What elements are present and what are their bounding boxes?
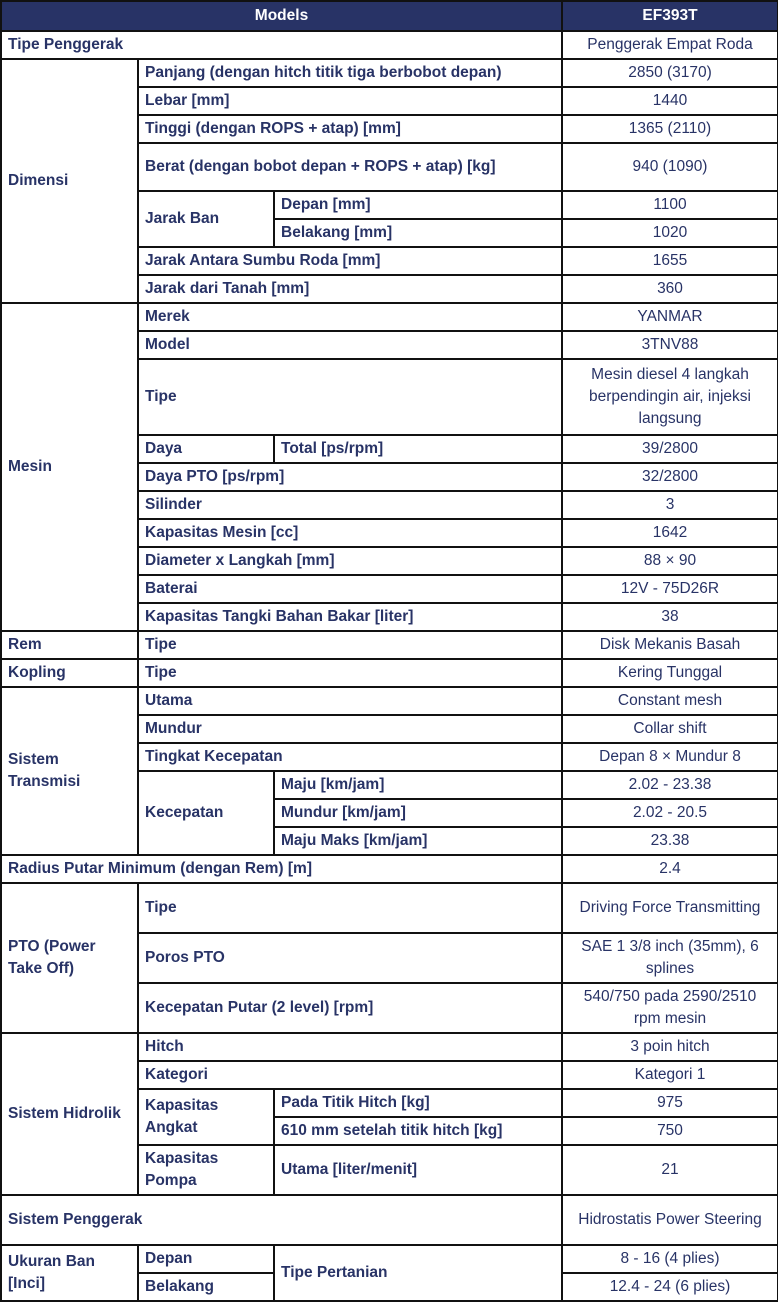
value: Depan 8 × Mundur 8 bbox=[562, 743, 778, 771]
label: Depan [mm] bbox=[274, 191, 562, 219]
label: Tipe bbox=[138, 659, 562, 687]
value: 1100 bbox=[562, 191, 778, 219]
label: Kecepatan bbox=[138, 771, 274, 855]
section-kopling: Kopling bbox=[1, 659, 138, 687]
value: 1642 bbox=[562, 519, 778, 547]
value: 23.38 bbox=[562, 827, 778, 855]
value: 32/2800 bbox=[562, 463, 778, 491]
label: Belakang [mm] bbox=[274, 219, 562, 247]
label: Belakang bbox=[138, 1273, 274, 1301]
value: 975 bbox=[562, 1089, 778, 1117]
label: Poros PTO bbox=[138, 933, 562, 983]
label: Jarak Ban bbox=[138, 191, 274, 247]
label: Tipe bbox=[138, 631, 562, 659]
label: Tipe Pertanian bbox=[274, 1245, 562, 1301]
value: 2.4 bbox=[562, 855, 778, 883]
label: Berat (dengan bobot depan + ROPS + atap) [kg] bbox=[138, 143, 562, 191]
label: Sistem Penggerak bbox=[1, 1195, 562, 1245]
value: 12V - 75D26R bbox=[562, 575, 778, 603]
value: Hidrostatis Power Steering bbox=[562, 1195, 778, 1245]
value: 1440 bbox=[562, 87, 778, 115]
value: Disk Mekanis Basah bbox=[562, 631, 778, 659]
label: Utama [liter/menit] bbox=[274, 1145, 562, 1195]
label: Lebar [mm] bbox=[138, 87, 562, 115]
section-ban: Ukuran Ban [Inci] bbox=[1, 1245, 138, 1301]
label: Mundur bbox=[138, 715, 562, 743]
value: 38 bbox=[562, 603, 778, 631]
label: Tipe Penggerak bbox=[1, 31, 562, 59]
label: Panjang (dengan hitch titik tiga berbobot depan) bbox=[138, 59, 562, 87]
value: 540/750 pada 2590/2510 rpm mesin bbox=[562, 983, 778, 1033]
value: 88 × 90 bbox=[562, 547, 778, 575]
value: SAE 1 3/8 inch (35mm), 6 splines bbox=[562, 933, 778, 983]
label: Kapasitas Tangki Bahan Bakar [liter] bbox=[138, 603, 562, 631]
value: Driving Force Transmitting bbox=[562, 883, 778, 933]
label: Pada Titik Hitch [kg] bbox=[274, 1089, 562, 1117]
value: 8 - 16 (4 plies) bbox=[562, 1245, 778, 1273]
label: Daya bbox=[138, 435, 274, 463]
section-pto: PTO (Power Take Off) bbox=[1, 883, 138, 1033]
label: Depan bbox=[138, 1245, 274, 1273]
models-header: Models bbox=[1, 1, 562, 31]
label: Tipe bbox=[138, 359, 562, 435]
label: Radius Putar Minimum (dengan Rem) [m] bbox=[1, 855, 562, 883]
label: Utama bbox=[138, 687, 562, 715]
label: Merek bbox=[138, 303, 562, 331]
label: Maju Maks [km/jam] bbox=[274, 827, 562, 855]
label: Jarak Antara Sumbu Roda [mm] bbox=[138, 247, 562, 275]
section-mesin: Mesin bbox=[1, 303, 138, 631]
value: 39/2800 bbox=[562, 435, 778, 463]
label: Tinggi (dengan ROPS + atap) [mm] bbox=[138, 115, 562, 143]
section-transmisi: Sistem Transmisi bbox=[1, 687, 138, 855]
label: Kapasitas Pompa bbox=[138, 1145, 274, 1195]
label: Mundur [km/jam] bbox=[274, 799, 562, 827]
model-header: EF393T bbox=[562, 1, 778, 31]
label: Model bbox=[138, 331, 562, 359]
label: Kapasitas Angkat bbox=[138, 1089, 274, 1145]
value: 2.02 - 20.5 bbox=[562, 799, 778, 827]
value: Constant mesh bbox=[562, 687, 778, 715]
value: Kering Tunggal bbox=[562, 659, 778, 687]
value: 1655 bbox=[562, 247, 778, 275]
section-dimensi: Dimensi bbox=[1, 59, 138, 303]
label: Silinder bbox=[138, 491, 562, 519]
label: Diameter x Langkah [mm] bbox=[138, 547, 562, 575]
value: 1020 bbox=[562, 219, 778, 247]
value: 3 poin hitch bbox=[562, 1033, 778, 1061]
value: 1365 (2110) bbox=[562, 115, 778, 143]
value: Penggerak Empat Roda bbox=[562, 31, 778, 59]
value: 750 bbox=[562, 1117, 778, 1145]
label: Hitch bbox=[138, 1033, 562, 1061]
value: 12.4 - 24 (6 plies) bbox=[562, 1273, 778, 1301]
label: Baterai bbox=[138, 575, 562, 603]
label: Maju [km/jam] bbox=[274, 771, 562, 799]
value: 360 bbox=[562, 275, 778, 303]
label: Daya PTO [ps/rpm] bbox=[138, 463, 562, 491]
value: 3 bbox=[562, 491, 778, 519]
label: Tingkat Kecepatan bbox=[138, 743, 562, 771]
value: 940 (1090) bbox=[562, 143, 778, 191]
value: 2.02 - 23.38 bbox=[562, 771, 778, 799]
label: Total [ps/rpm] bbox=[274, 435, 562, 463]
section-rem: Rem bbox=[1, 631, 138, 659]
label: Kecepatan Putar (2 level) [rpm] bbox=[138, 983, 562, 1033]
value: 21 bbox=[562, 1145, 778, 1195]
section-hidrolik: Sistem Hidrolik bbox=[1, 1033, 138, 1195]
value: 2850 (3170) bbox=[562, 59, 778, 87]
value: Kategori 1 bbox=[562, 1061, 778, 1089]
value: YANMAR bbox=[562, 303, 778, 331]
value: Mesin diesel 4 langkah berpendingin air, injeksi langsung bbox=[562, 359, 778, 435]
label: Jarak dari Tanah [mm] bbox=[138, 275, 562, 303]
label: Kategori bbox=[138, 1061, 562, 1089]
value: 3TNV88 bbox=[562, 331, 778, 359]
label: 610 mm setelah titik hitch [kg] bbox=[274, 1117, 562, 1145]
label: Kapasitas Mesin [cc] bbox=[138, 519, 562, 547]
value: Collar shift bbox=[562, 715, 778, 743]
label: Tipe bbox=[138, 883, 562, 933]
